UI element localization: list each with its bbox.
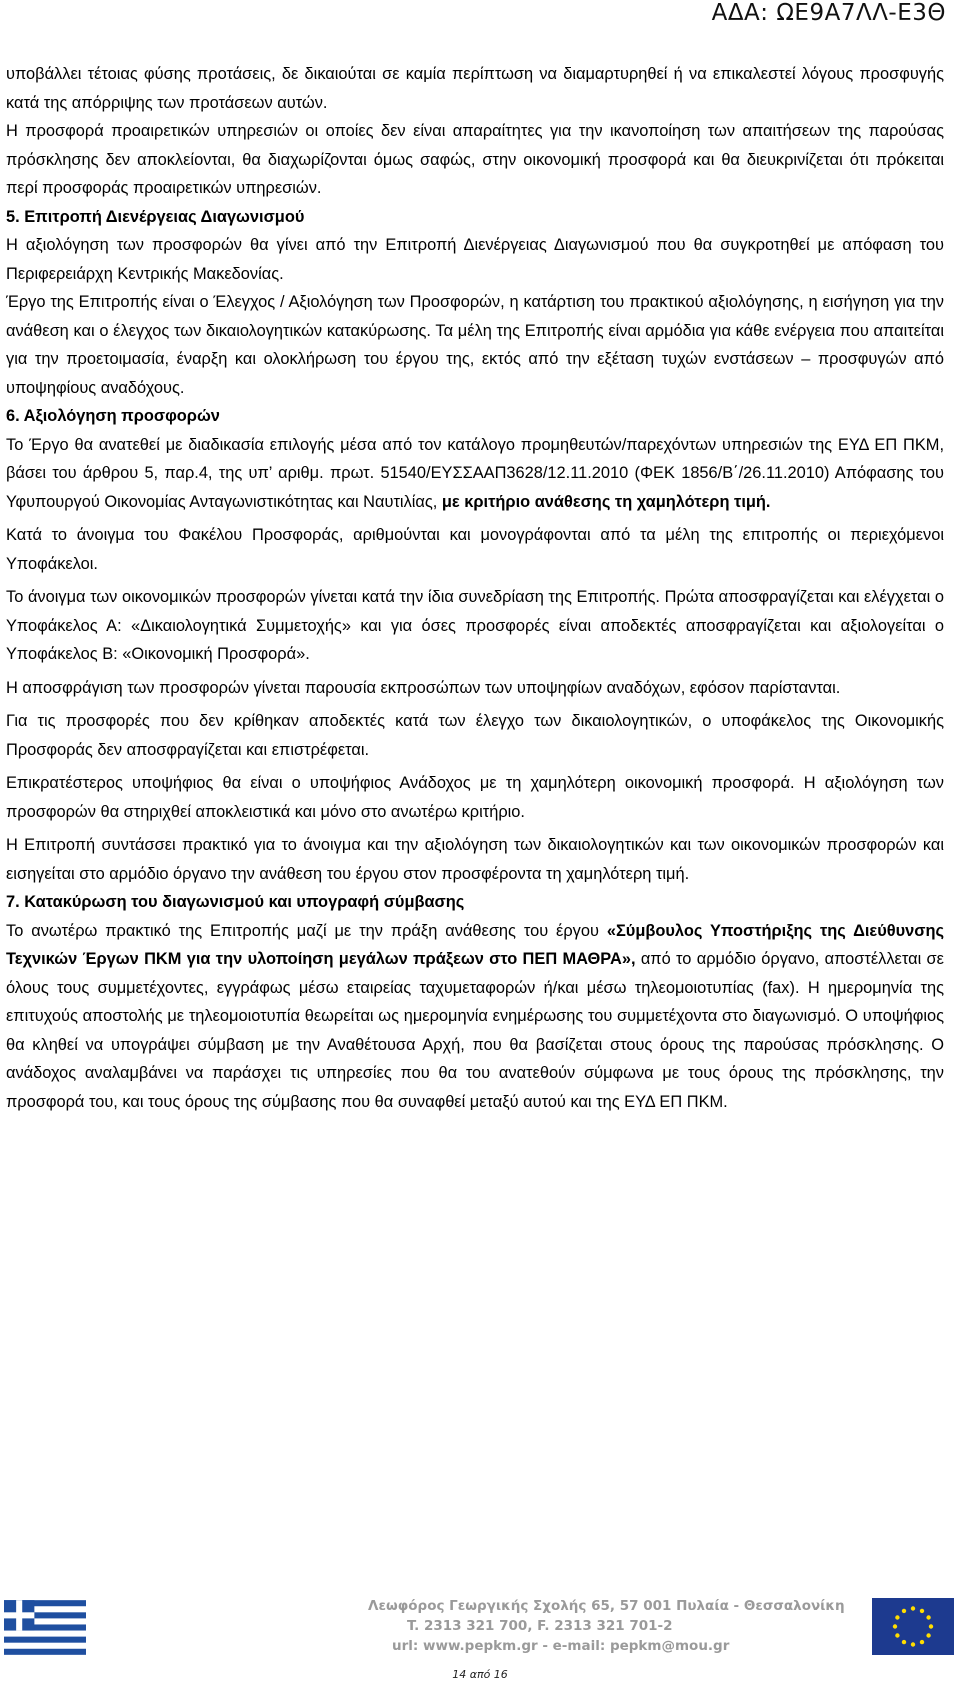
- intro-paragraph-1: υποβάλλει τέτοιας φύσης προτάσεις, δε δικαιούται σε καμία περίπτωση να διαμαρτυρηθεί ή να επικαλεστεί λόγους προσφυγής κατά της απόρριψης των προτάσεων αυτών.: [6, 65, 944, 112]
- eu-star-icon: [902, 1609, 906, 1613]
- eu-star-icon: [929, 1624, 933, 1628]
- section-6-paragraph-3: Το άνοιγμα των οικονομικών προσφορών γίνεται κατά την ίδια συνεδρίαση της Επιτροπής. Πρώτα αποσφραγίζεται και ελέγχεται ο Υποφάκελος Α: «Δικαιολογητικά Συμμετοχής» και για όσες προσφορές είναι αποδεκτές αποσφραγίζεται και αξιολογείται ο Υποφάκελος Β: «Οικονομική Προσφορά».: [6, 588, 944, 663]
- footer-phone: T. 2313 321 700, F. 2313 321 701-2: [407, 1618, 673, 1634]
- eu-star-icon: [920, 1609, 924, 1613]
- page-number: 14 από 16: [452, 1668, 508, 1681]
- section-6-paragraph-1: [6, 431, 944, 517]
- eu-star-icon: [911, 1642, 915, 1646]
- section-7-paragraph-1: [6, 917, 944, 1117]
- eu-star-icon: [895, 1633, 899, 1637]
- section-6-paragraph-6: Επικρατέστερος υποψήφιος θα είναι ο υποψήφιος Ανάδοχος με τη χαμηλότερη οικονομική προσφορά. Η αξιολόγηση των προσφορών θα στηριχθεί αποκλειστικά και μόνο στο ανωτέρω κριτήριο.: [6, 774, 944, 821]
- section-6-paragraph-5: Για τις προσφορές που δεν κρίθηκαν αποδεκτές κατά των έλεγχο των δικαιολογητικών, ο υποφάκελος της Οικονομικής Προσφοράς δεν αποσφραγίζεται και επιστρέφεται.: [6, 712, 944, 759]
- section-5-paragraph-2: Έργο της Επιτροπής είναι ο Έλεγχος / Αξιολόγηση των Προσφορών, η κατάρτιση του πρακτικού αξιολόγησης, η εισήγηση για την ανάθεση και ο έλεγχος των δικαιολογητικών κατακύρωσης. Τα μέλη της Επιτροπής είναι αρμόδια για κάθε ενέργεια που απαιτείται για την προετοιμασία, έναρξη και ολοκλήρωση του έργου της, εκτός από την εξέταση τυχών ενστάσεων – προσφυγών από υποψηφίους αναδόχους.: [6, 293, 944, 397]
- section-6-paragraph-2: Κατά το άνοιγμα του Φακέλου Προσφοράς, αριθμούνται και μονογράφονται από τα μέλη της επιτροπής οι περιεχόμενοι Υποφάκελοι.: [6, 526, 944, 573]
- eu-star-icon: [920, 1640, 924, 1644]
- section-6-award-criterion: με κριτήριο ανάθεσης τη χαμηλότερη τιμή.: [441, 492, 771, 511]
- eu-star-icon: [911, 1606, 915, 1610]
- ada-code: ΑΔΑ: ΩΕ9Α7ΛΛ-Ε3Θ: [711, 0, 946, 26]
- intro-paragraph-2: Η προσφορά προαιρετικών υπηρεσιών οι οποίες δεν είναι απαραίτητες για την ικανοποίηση των απαιτήσεων της παρούσας πρόσκλησης δεν αποκλείονται, θα διαχωρίζονται όμως σαφώς, στην οικονομική προσφορά και θα διευκρινίζεται ότι πρόκειται περί προσφοράς προαιρετικών υπηρεσιών.: [6, 122, 944, 197]
- section-7-project-title: «Σύμβουλος Υποστήριξης της Διεύθυνσης Τεχνικών Έργων ΠΚΜ για την υλοποίηση μεγάλων πράξεων στο ΠΕΠ ΜΑΘΡΑ»,: [6, 921, 944, 968]
- section-6-paragraph-7: Η Επιτροπή συντάσσει πρακτικό για το άνοιγμα και την αξιολόγηση των δικαιολογητικών και των οικονομικών προσφορών και εισηγείται στο αρμόδιο όργανο την ανάθεση του έργου στον προσφέροντα τη χαμηλότερη τιμή.: [6, 836, 944, 883]
- section-7-paragraph-1-post: από το αρμόδιο όργανο, αποστέλλεται σε όλους τους συμμετέχοντες, εγγράφως μέσω εταιρείας ταχυμεταφορών ή/και μέσω τηλεομοιοτυπίας (fax). Η ημερομηνία της επιτυχούς αποστολής με τηλεομοιοτυπία θεωρείται ως ημερομηνία ενημέρωσης του συμμετέχοντα στο διαγωνισμό. Ο υποψήφιος θα κληθεί να υπογράψει σύμβαση με την Αναθέτουσα Αρχή, που θα βασίζεται στους όρους της παρούσας πρόσκλησης. Ο ανάδοχος αναλαμβάνει να παράσχει τις υπηρεσίες που θα του ανατεθούν σύμφωνα με τους όρους της πρόσκλησης, την προσφορά του, και τους όρους της σύμβασης που θα συναφθεί μεταξύ αυτού και της ΕΥΔ ΕΠ ΠΚΜ.: [6, 950, 944, 1111]
- footer-address: Λεωφόρος Γεωργικής Σχολής 65, 57 001 Πυλαία - Θεσσαλονίκη: [368, 1598, 845, 1614]
- footer-web: url: www.pepkm.gr - e-mail: pepkm@mou.gr: [392, 1638, 730, 1654]
- eu-star-icon: [902, 1640, 906, 1644]
- footer-contact: [350, 1596, 845, 1656]
- section-7-heading: 7. Κατακύρωση του διαγωνισμού και υπογραφή σύμβασης: [6, 893, 465, 911]
- section-6-paragraph-4: Η αποσφράγιση των προσφορών γίνεται παρουσία εκπροσώπων των υποψηφίων αναδόχων, εφόσον παρίστανται.: [6, 678, 841, 697]
- eu-star-icon: [926, 1615, 930, 1619]
- eu-star-icon: [926, 1633, 930, 1637]
- document-body: [6, 60, 944, 1116]
- eu-star-icon: [893, 1624, 897, 1628]
- greek-flag-icon: [4, 1600, 86, 1655]
- section-5-paragraph-1: Η αξιολόγηση των προσφορών θα γίνει από την Επιτροπή Διενέργειας Διαγωνισμού που θα συγκροτηθεί με απόφαση του Περιφερειάρχη Κεντρικής Μακεδονίας.: [6, 236, 944, 283]
- section-6-heading: 6. Αξιολόγηση προσφορών: [6, 407, 220, 425]
- section-5-heading: 5. Επιτροπή Διενέργειας Διαγωνισμού: [6, 207, 305, 226]
- section-7-paragraph-1-pre: Το ανωτέρω πρακτικό της Επιτροπής μαζί με την πράξη ανάθεσης του έργου: [6, 921, 599, 940]
- eu-flag-icon: [872, 1598, 954, 1655]
- eu-star-icon: [895, 1615, 899, 1619]
- section-6-paragraph-1-text: Το Έργο θα ανατεθεί με διαδικασία επιλογής μέσα από τον κατάλογο προμηθευτών/παρεχόντων υπηρεσιών της ΕΥΔ ΕΠ ΠΚΜ, βάσει του άρθρου 5, παρ.4, της υπ’ αριθμ. πρωτ. 51540/ΕΥΣΣΑΑΠ3628/12.11.2010 (ΦΕΚ 1856/Β΄/26.11.2010) Απόφασης του Υφυπουργού Οικονομίας Ανταγωνιστικότητας και Ναυτιλίας,: [6, 435, 944, 511]
